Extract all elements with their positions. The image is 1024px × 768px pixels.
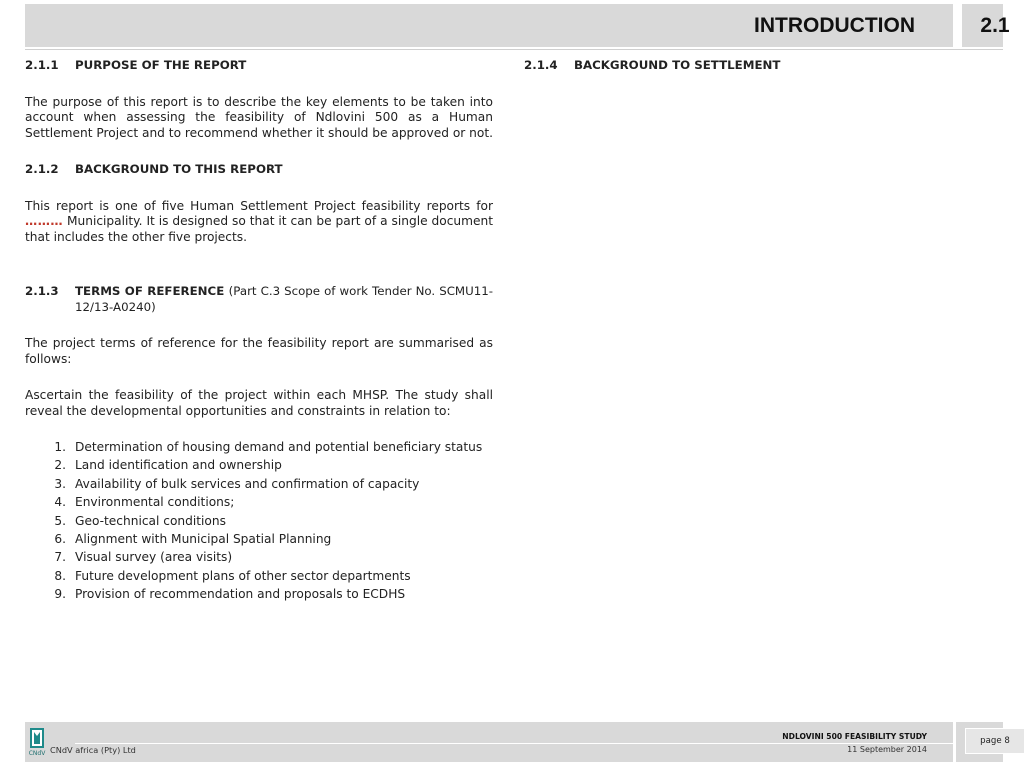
page-footer [25,722,1010,762]
footer-rule [75,743,953,744]
list-item-text: Alignment with Municipal Spatial Planning [75,531,332,546]
list-item [25,548,493,566]
list-item-number: 3. [54,476,66,491]
terms-of-reference-title: TERMS OF REFERENCE [75,284,225,298]
section-heading-2-1-3 [25,284,493,315]
footer-divider [953,722,956,762]
terms-list [25,438,493,604]
list-item-text: Determination of housing demand and potential beneficiary status [75,440,483,454]
list-item-number: 9. [54,587,66,602]
logo-text: CNdV [28,750,46,757]
section-heading-2-1-1 [25,58,493,74]
list-item-text: Environmental conditions; [75,495,235,510]
right-column [524,58,984,74]
list-item [25,456,493,474]
list-item [25,475,493,493]
section-heading-title: BACKGROUND TO SETTLEMENT [574,58,781,72]
list-item-number: 6. [54,531,66,546]
list-item-number: 7. [54,550,66,565]
section-heading-2-1-4 [524,58,984,74]
terms-of-reference-subtitle: (Part C.3 Scope of work Tender No. SCMU11-12/13-A0240) [75,284,494,314]
list-item-number: 8. [54,568,66,583]
background-paragraph [25,199,493,246]
section-heading-number: 2.1.2 [25,162,59,176]
list-item-number: 1. [54,440,66,454]
section-heading-number: 2.1.3 [25,284,59,298]
list-item [25,438,493,456]
terms-intro-paragraph: The project terms of reference for the feasibility report are summarised as follows: [25,336,493,366]
list-item-text: Future development plans of other sector departments [75,568,411,583]
municipality-placeholder: ……… [25,214,64,228]
section-heading-number: 2.1.1 [25,58,59,72]
page-number: page 8 [965,728,1024,754]
header-divider [953,4,962,47]
list-item-text: Provision of recommendation and proposals to ECDHS [75,587,406,602]
section-heading-title: BACKGROUND TO THIS REPORT [75,162,283,176]
list-item [25,512,493,530]
page-title: INTRODUCTION [754,14,915,37]
report-date: 11 September 2014 [847,745,927,754]
list-item [25,493,493,511]
section-heading-2-1-2 [25,162,493,178]
list-item-text: Land identification and ownership [75,458,282,473]
list-item-text: Availability of bulk services and confirmation of capacity [75,476,420,491]
company-name: CNdV africa (Pty) Ltd [50,745,136,755]
list-item-number: 2. [54,458,66,473]
section-heading-title [75,284,493,315]
section-heading-title: PURPOSE OF THE REPORT [75,58,247,72]
section-heading-number: 2.1.4 [524,58,558,72]
header-rule [25,49,1003,50]
list-item-text: Visual survey (area visits) [75,550,233,565]
background-text-start: This report is one of five Human Settlement Project feasibility reports for [25,198,493,213]
page-header [25,4,1010,47]
list-item [25,567,493,585]
list-item-text: Geo-technical conditions [75,513,226,528]
study-title: NDLOVINI 500 FEASIBILITY STUDY [782,732,927,741]
list-item [25,530,493,548]
left-column [25,58,493,604]
terms-body-paragraph: Ascertain the feasibility of the project within each MHSP. The study shall reveal the developmental opportunities and constraints in relation to: [25,388,493,418]
list-item-number: 4. [54,495,66,510]
list-item [25,585,493,603]
background-text-end: Municipality. It is designed so that it can be part of a single document that includes the other five projects. [25,214,493,244]
list-item-number: 5. [54,513,66,528]
cndv-logo [28,726,46,758]
section-number: 2.1 [980,14,1010,37]
purpose-paragraph: The purpose of this report is to describe the key elements to be taken into account when assessing the feasibility of Ndlovini 500 as a Human Settlement Project and to recommend whether it should be approved or not. [25,94,493,140]
